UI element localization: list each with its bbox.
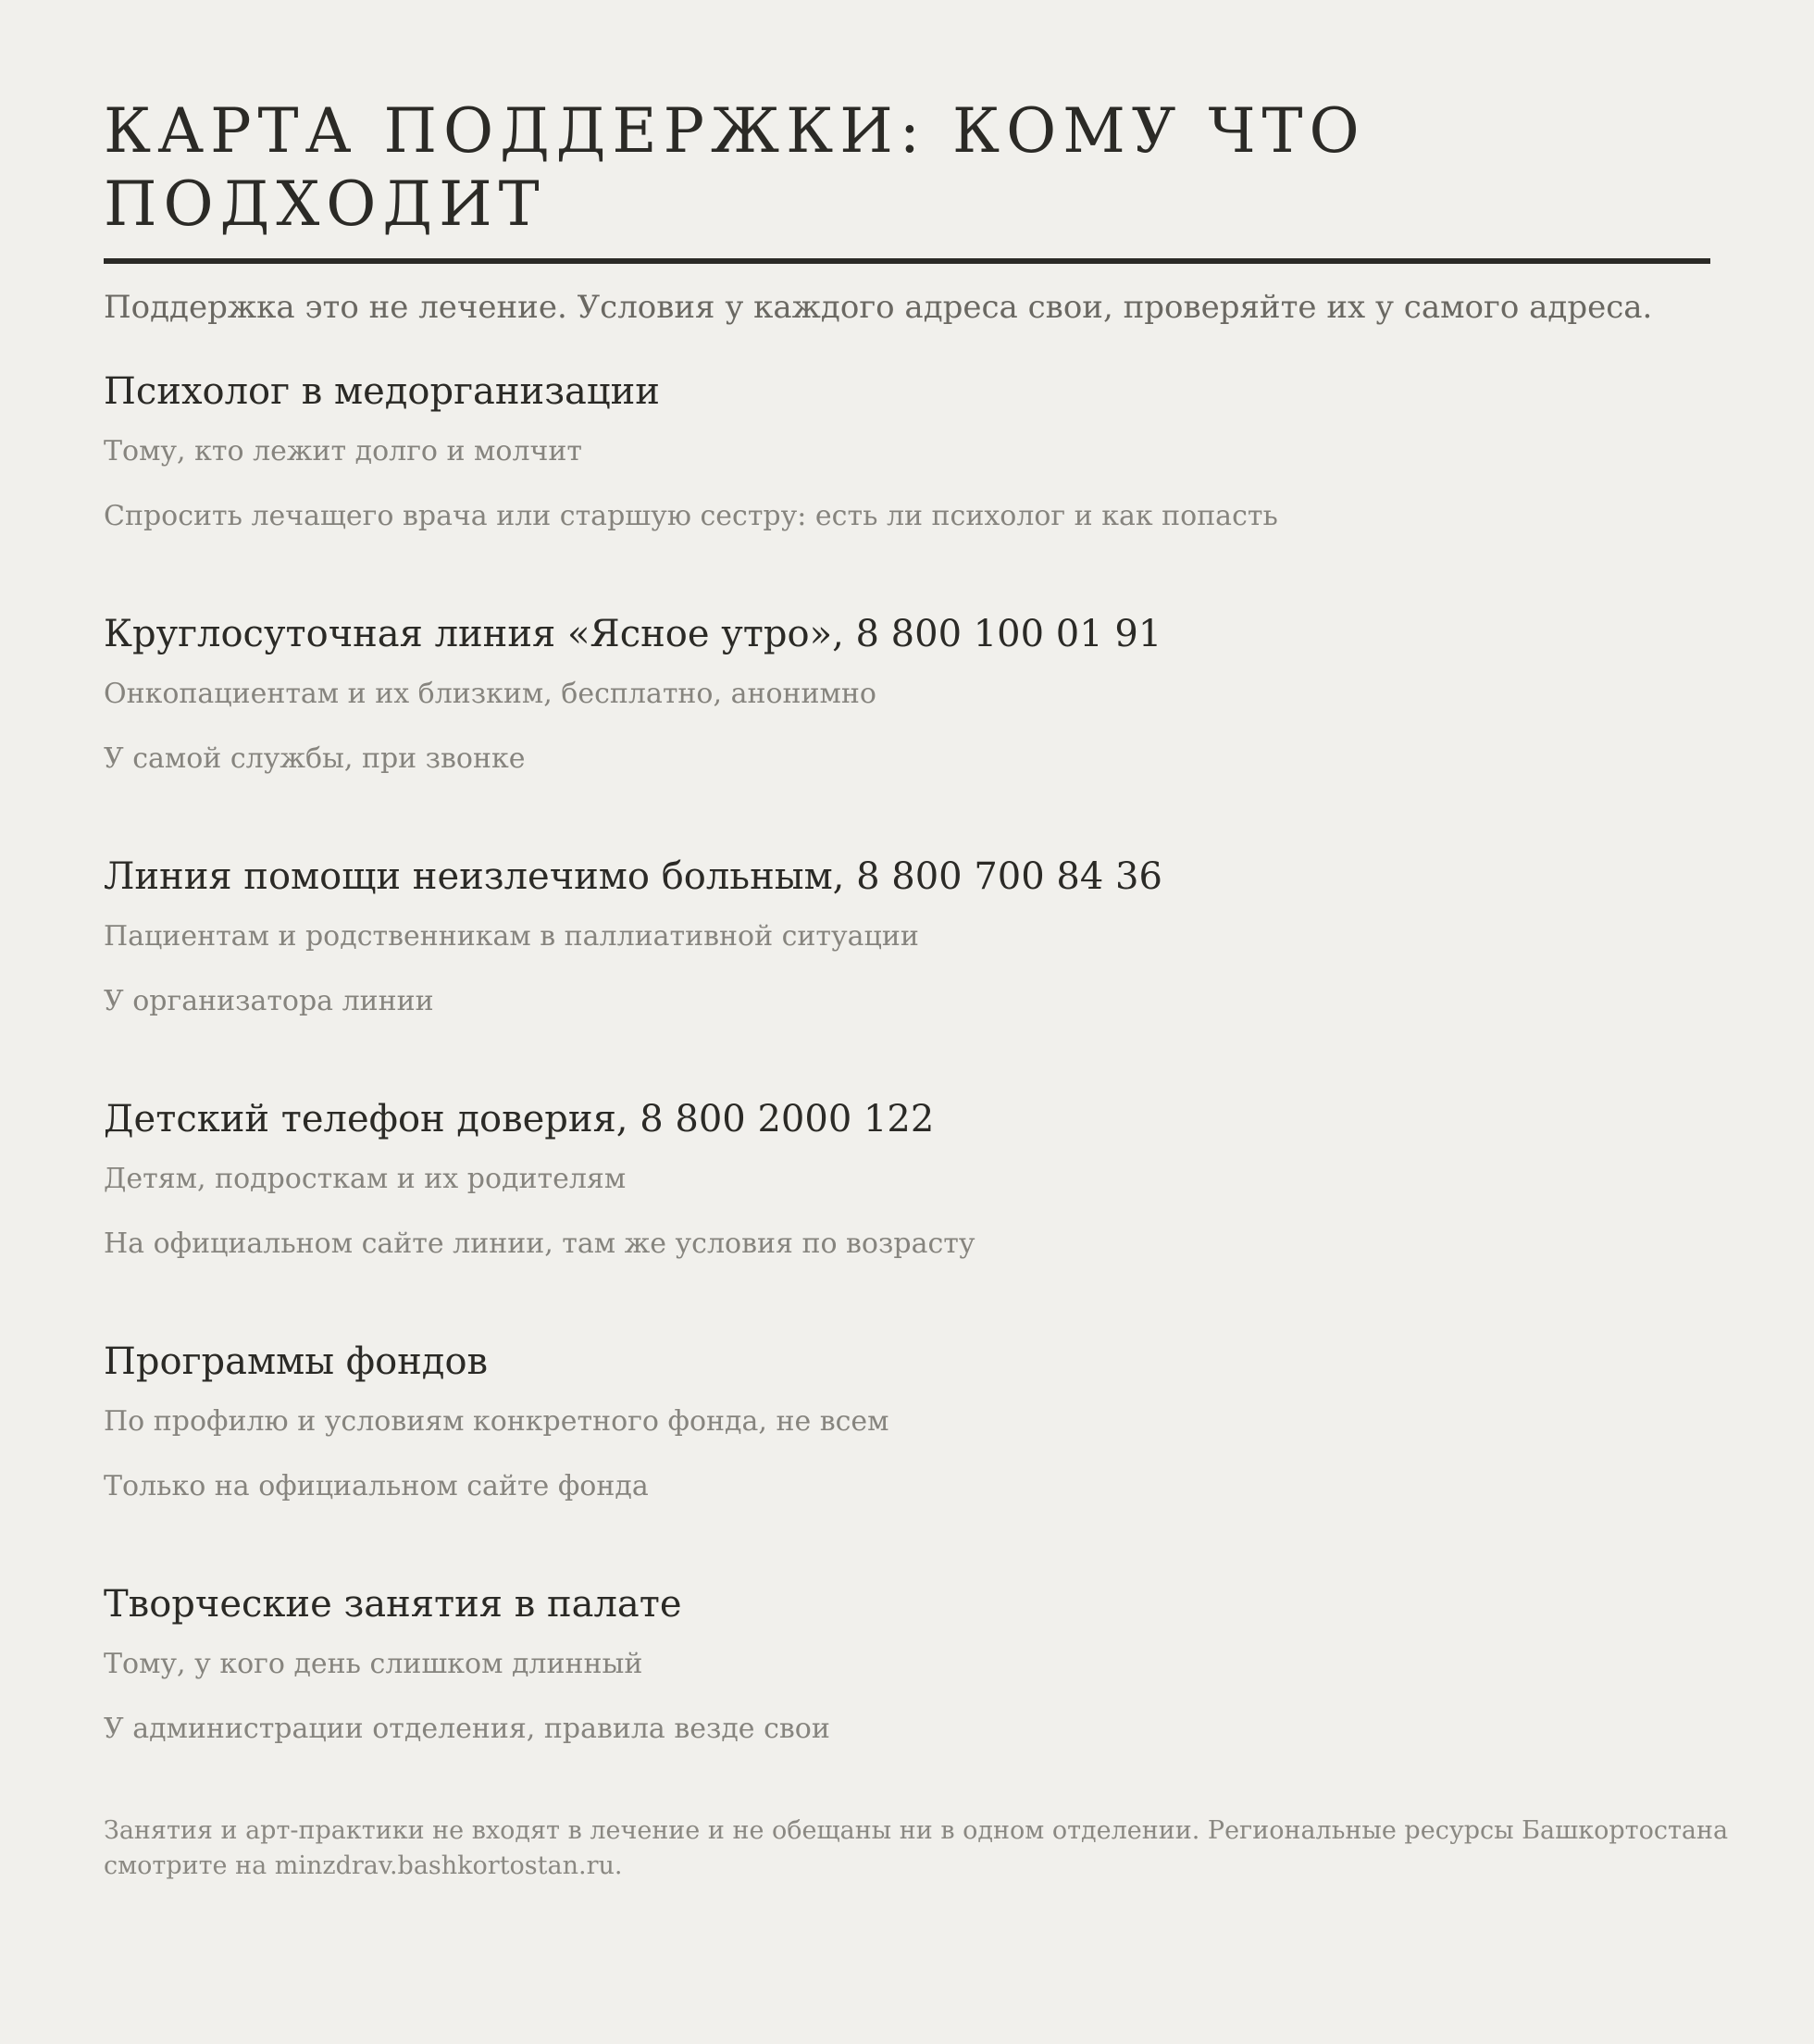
section-where-to-ask: Спросить лечащего врача или старшую сестру: есть ли психолог и как попасть (104, 500, 1278, 532)
page-title: КАРТА ПОДДЕРЖКИ: КОМУ ЧТО ПОДХОДИТ (104, 95, 1366, 240)
section-creative-sessions (104, 1580, 1710, 1747)
section-fund-programs (104, 1338, 1710, 1504)
section-audience: Детям, подросткам и их родителям (104, 1163, 627, 1195)
section-child-helpline (104, 1095, 1710, 1262)
section-where-to-ask: На официальном сайте линии, там же условия по возрасту (104, 1228, 975, 1260)
section-title: Программы фондов (104, 1340, 489, 1383)
page-subtitle: Поддержка это не лечение. Условия у каждого адреса свои, проверяйте их у самого адреса. (104, 289, 1653, 326)
section-title: Круглосуточная линия «Ясное утро», 8 800 100 01 91 (104, 613, 1162, 655)
section-audience: Тому, кто лежит долго и молчит (104, 435, 582, 467)
section-where-to-ask: У организатора линии (104, 985, 434, 1017)
section-audience: Тому, у кого день слишком длинный (104, 1648, 643, 1680)
section-audience: Онкопациентам и их близким, бесплатно, анонимно (104, 678, 876, 710)
title-divider (104, 258, 1710, 264)
section-where-to-ask: Только на официальном сайте фонда (104, 1470, 649, 1502)
section-title: Творческие занятия в палате (104, 1583, 682, 1626)
section-yasnoe-utro-line (104, 610, 1710, 777)
section-title: Линия помощи неизлечимо больным, 8 800 700 84 36 (104, 855, 1162, 898)
section-audience: По профилю и условиям конкретного фонда, не всем (104, 1405, 889, 1438)
section-palliative-line (104, 853, 1710, 1019)
section-title: Детский телефон доверия, 8 800 2000 122 (104, 1098, 935, 1140)
section-audience: Пациентам и родственникам в паллиативной ситуации (104, 920, 919, 953)
section-psychologist (104, 368, 1710, 534)
section-title: Психолог в медорганизации (104, 370, 660, 413)
section-where-to-ask: У администрации отделения, правила везде свои (104, 1713, 830, 1745)
section-where-to-ask: У самой службы, при звонке (104, 742, 526, 775)
footnote: Занятия и арт-практики не входят в лечение и не обещаны ни в одном отделении. Региональные ресурсы Башкортостана смотрите на minzdrav.bashkortostan.ru. (104, 1816, 1729, 1880)
